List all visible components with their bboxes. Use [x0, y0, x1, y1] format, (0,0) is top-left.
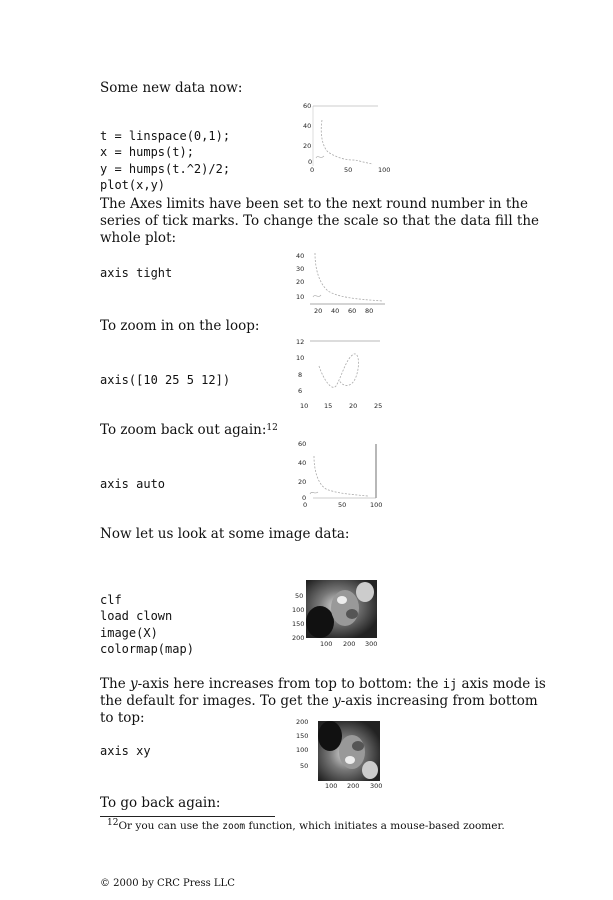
y-tick-label: 0	[308, 158, 313, 166]
y-tick-label: 50	[300, 762, 309, 770]
y-tick-label: 200	[292, 634, 305, 642]
para-text: The	[100, 676, 130, 692]
y-tick-label: 100	[296, 746, 309, 754]
footnote-code: zoom	[222, 821, 246, 832]
x-tick-label: 40	[331, 307, 340, 315]
zoom-in-text: To zoom in on the loop:	[100, 318, 260, 334]
y-tick-label: 12	[296, 338, 305, 346]
y-tick-label: 50	[295, 592, 304, 600]
x-tick-label: 100	[378, 166, 391, 174]
x-tick-label: 50	[344, 166, 353, 174]
y-tick-label: 20	[303, 142, 312, 150]
x-tick-label: 0	[310, 166, 315, 174]
footnote-mark: 12	[107, 818, 119, 828]
plot-figure-1	[298, 98, 393, 178]
intro-text: Some new data now:	[100, 80, 243, 96]
code-line: image(X)	[100, 625, 158, 640]
plot-figure-4	[298, 436, 388, 512]
x-tick-label: 100	[325, 782, 338, 790]
y-tick-label: 20	[296, 278, 305, 286]
y-tick-label: 40	[296, 252, 305, 260]
ij-code: ij	[442, 677, 458, 691]
y-tick-label: 10	[296, 354, 305, 362]
zoom-out-label: To zoom back out again:	[100, 422, 267, 438]
y-tick-label: 200	[296, 718, 309, 726]
image-figure-clown-xy	[292, 714, 384, 790]
code-axis-xy: axis xy	[100, 744, 151, 758]
y-tick-label: 60	[298, 440, 307, 448]
x-tick-label: 50	[338, 501, 347, 509]
y-tick-label: 40	[303, 122, 312, 130]
code-line: t = linspace(0,1);	[100, 128, 231, 143]
x-tick-label: 60	[348, 307, 357, 315]
code-line: clf	[100, 592, 122, 607]
x-tick-label: 300	[365, 640, 378, 648]
image-figure-clown-ij	[290, 578, 382, 648]
y-tick-label: 20	[298, 478, 307, 486]
code-line: load clown	[100, 609, 173, 623]
x-tick-label: 25	[374, 402, 383, 410]
y-tick-label: 150	[292, 620, 305, 628]
y-tick-label: 8	[298, 371, 303, 379]
y-tick-label: 6	[298, 387, 303, 395]
para-text: -axis here increases from top to bottom: the	[137, 676, 443, 692]
code-axis-zoom: axis([10 25 5 12])	[100, 373, 231, 387]
code-line: colormap(map)	[100, 642, 194, 656]
y-tick-label: 0	[302, 494, 307, 502]
x-tick-label: 200	[343, 640, 356, 648]
zoom-out-text	[100, 422, 278, 439]
code-line: plot(x,y)	[100, 178, 166, 192]
y-tick-label: 30	[296, 265, 305, 273]
footnote-text: function, which initiates a mouse-based zoomer.	[245, 820, 505, 832]
code-block-image	[100, 575, 194, 674]
plot-figure-2	[293, 247, 393, 322]
y-italic: y	[333, 693, 341, 709]
x-tick-label: 15	[324, 402, 333, 410]
x-tick-label: 20	[314, 307, 323, 315]
x-tick-label: 0	[303, 501, 308, 509]
footnote	[107, 820, 505, 832]
footnote-ref: 12	[266, 423, 278, 433]
footnote-rule	[100, 816, 275, 817]
y-tick-label: 100	[292, 606, 305, 614]
footnote-text: Or you can use the	[118, 820, 223, 832]
y-tick-label: 60	[303, 102, 312, 110]
x-tick-label: 20	[349, 402, 358, 410]
x-tick-label: 100	[320, 640, 333, 648]
para-text: axis mode is the default for images. To get the	[100, 676, 546, 709]
x-tick-label: 300	[370, 782, 383, 790]
paragraph-axes-limits: The Axes limits have been set to the next round number in the series of tick marks. To change the scale so that the data fill the whole plot:	[100, 196, 540, 246]
code-axis-tight: axis tight	[100, 266, 173, 280]
x-tick-label: 80	[365, 307, 374, 315]
y-tick-label: 40	[298, 459, 307, 467]
y-italic: y	[129, 676, 138, 692]
x-tick-label: 100	[370, 501, 383, 509]
go-back-text: To go back again:	[100, 795, 221, 811]
y-tick-label: 10	[296, 293, 305, 301]
plot-figure-3	[294, 336, 394, 414]
code-axis-auto: axis auto	[100, 477, 166, 491]
code-line: y = humps(t.^2)/2;	[100, 161, 231, 176]
copyright: © 2000 by CRC Press LLC	[100, 878, 235, 889]
x-tick-label: 10	[300, 402, 309, 410]
para-text: -axis increasing from bottom to top:	[100, 693, 538, 726]
y-tick-label: 150	[296, 732, 309, 740]
x-tick-label: 200	[347, 782, 360, 790]
code-line: x = humps(t);	[100, 145, 194, 159]
image-data-text: Now let us look at some image data:	[100, 526, 350, 542]
